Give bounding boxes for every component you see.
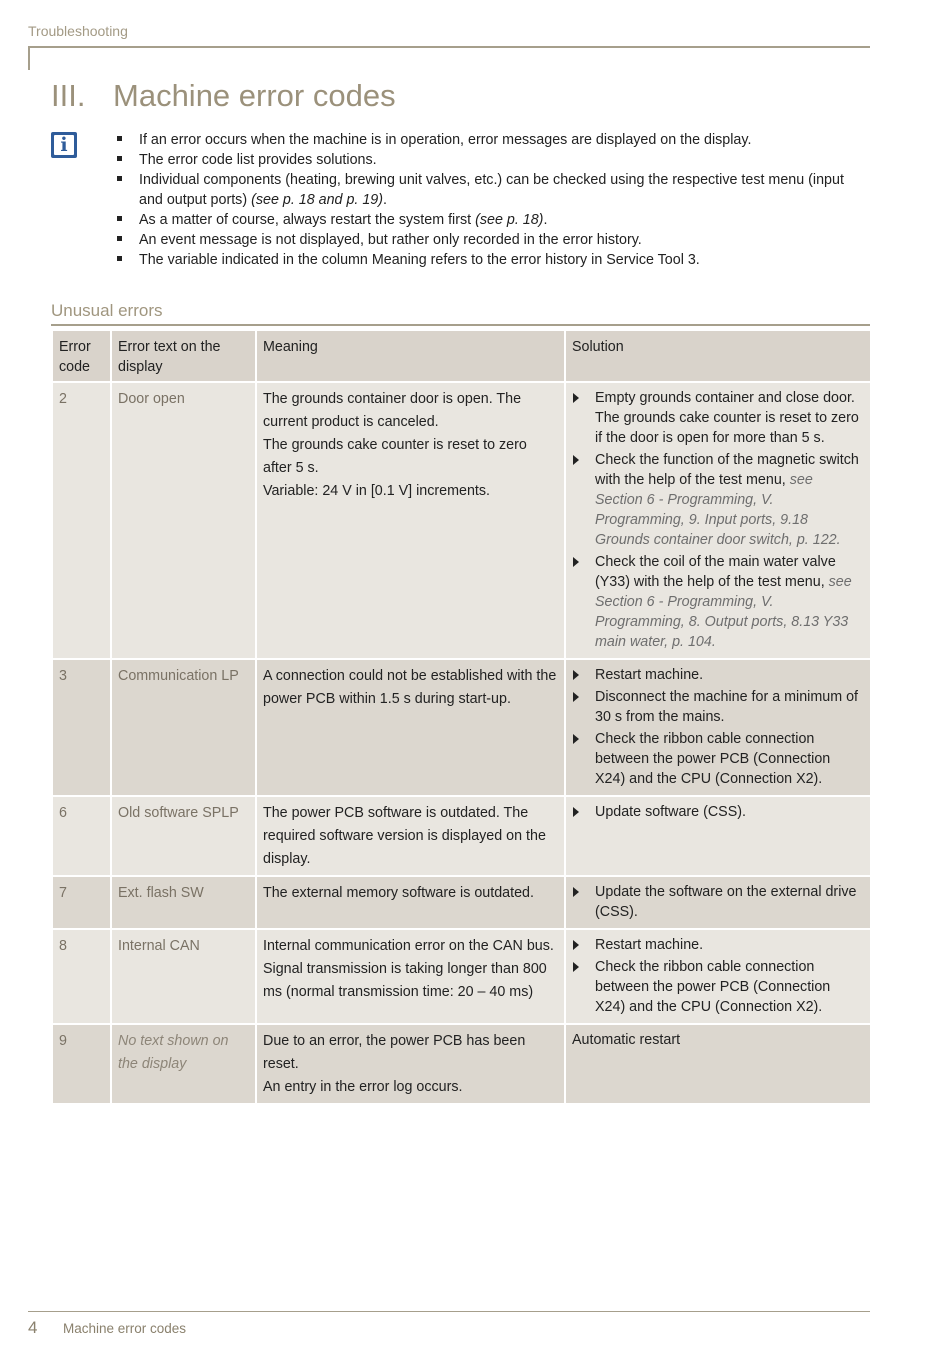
arrow-right-icon (573, 962, 579, 972)
error-text-cell: No text shown on the display (111, 1024, 256, 1104)
bullet-item (117, 130, 867, 150)
meaning-cell (256, 659, 565, 796)
meaning-line: Due to an error, the power PCB has been reset. (263, 1033, 526, 1072)
bullet-item (117, 230, 867, 250)
arrow-right-icon (573, 393, 579, 403)
bullet-tail: . (383, 192, 388, 208)
solution-step-reference: see Section 6 - Programming, V. Programming, 8. Output ports, 8.13 Y33 main water, p. 104. (595, 574, 852, 650)
table-row (52, 876, 871, 929)
solution-step-text: Check the function of the magnetic switch with the help of the test menu, (595, 452, 859, 488)
error-text-cell: Ext. flash SW (111, 876, 256, 929)
bullet-page-reference: (see p. 18 and p. 19) (251, 192, 384, 208)
arrow-right-icon (573, 692, 579, 702)
error-code-cell: 9 (52, 1024, 111, 1104)
solution-step-reference: see Section 6 - Programming, V. Programming, 9. Input ports, 9.18 Grounds container door switch, p. 122. (595, 472, 841, 548)
solution-cell (565, 796, 871, 876)
bullet-item (117, 150, 867, 170)
meaning-cell (256, 929, 565, 1024)
solution-step (572, 450, 864, 550)
bullet-square-icon (117, 256, 122, 261)
info-icon (51, 132, 77, 158)
arrow-right-icon (573, 734, 579, 744)
bullet-text: If an error occurs when the machine is in operation, error messages are displayed on the display. (139, 132, 752, 148)
arrow-right-icon (573, 940, 579, 950)
table-row (52, 382, 871, 659)
meaning-cell (256, 876, 565, 929)
solution-step (572, 687, 864, 727)
solution-step (572, 957, 864, 1017)
meaning-line: Internal communication error on the CAN bus. Signal transmission is taking longer than 800 ms (normal transmission time: 20 – 40 ms) (263, 938, 554, 1000)
bullet-text: The error code list provides solutions. (139, 152, 377, 168)
bullet-item (117, 250, 867, 270)
bullet-page-reference: (see p. 18) (475, 212, 544, 228)
meaning-cell (256, 1024, 565, 1104)
info-bullet-list (117, 130, 867, 270)
arrow-right-icon (573, 557, 579, 567)
arrow-right-icon (573, 887, 579, 897)
solution-step-text: Disconnect the machine for a minimum of 30 s from the mains. (595, 689, 859, 725)
bullet-tail: . (543, 212, 548, 228)
solution-step-text: Update the software on the external drive (CSS). (595, 884, 857, 920)
solution-text: Automatic restart (572, 1032, 681, 1048)
solution-step-text: Check the ribbon cable connection between the power PCB (Connection X24) and the CPU (Connection X2). (595, 731, 831, 787)
table-header-row (52, 330, 871, 382)
solution-step (572, 665, 864, 685)
meaning-cell (256, 796, 565, 876)
solution-cell (565, 1024, 871, 1104)
meaning-cell (256, 382, 565, 659)
meaning-line: The external memory software is outdated. (263, 885, 534, 901)
table-row (52, 1024, 871, 1104)
meaning-line: The grounds container door is open. The current product is canceled. (263, 391, 522, 430)
subsection-title: Unusual errors (51, 301, 163, 320)
info-icon-glyph: i (60, 134, 68, 156)
bullet-square-icon (117, 176, 122, 181)
header-error-code: Error code (52, 330, 111, 382)
header-label: Troubleshooting (28, 23, 128, 39)
header-meaning: Meaning (256, 330, 565, 382)
table-row (52, 929, 871, 1024)
error-code-cell: 6 (52, 796, 111, 876)
solution-step-text: Check the ribbon cable connection between the power PCB (Connection X24) and the CPU (Connection X2). (595, 959, 831, 1015)
solution-step (572, 935, 864, 955)
bullet-item (117, 170, 867, 210)
section-title (51, 78, 396, 114)
solution-step (572, 802, 864, 822)
header-error-text: Error text on the display (111, 330, 256, 382)
arrow-right-icon (573, 807, 579, 817)
subsection-rule (51, 324, 870, 326)
solution-cell (565, 659, 871, 796)
bullet-text: An event message is not displayed, but rather only recorded in the error history. (139, 232, 642, 248)
solution-step-text: Restart machine. (595, 667, 704, 683)
meaning-line: The grounds cake counter is reset to zero after 5 s. (263, 437, 527, 476)
section-number: III. (51, 78, 86, 113)
bullet-text: As a matter of course, always restart the system first (139, 212, 476, 228)
bullet-item (117, 210, 867, 230)
error-code-cell: 8 (52, 929, 111, 1024)
error-code-table (51, 329, 872, 1105)
error-text-cell: Internal CAN (111, 929, 256, 1024)
section-title-text: Machine error codes (113, 78, 396, 113)
meaning-line: An entry in the error log occurs. (263, 1079, 463, 1095)
solution-step (572, 729, 864, 789)
bullet-square-icon (117, 236, 122, 241)
error-code-cell: 3 (52, 659, 111, 796)
error-text-cell: Communication LP (111, 659, 256, 796)
arrow-right-icon (573, 670, 579, 680)
header-tick (28, 46, 30, 70)
solution-step (572, 388, 864, 448)
solution-cell (565, 382, 871, 659)
solution-step (572, 882, 864, 922)
meaning-line: Variable: 24 V in [0.1 V] increments. (263, 483, 491, 499)
solution-step-text: Empty grounds container and close door. The grounds cake counter is reset to zero if the door is open for more than 5 s. (595, 390, 859, 446)
solution-cell (565, 876, 871, 929)
table-row (52, 796, 871, 876)
solution-step-text: Check the coil of the main water valve (Y33) with the help of the test menu, (595, 554, 836, 590)
bullet-square-icon (117, 156, 122, 161)
bullet-square-icon (117, 136, 122, 141)
meaning-line: A connection could not be established with the power PCB within 1.5 s during start-up. (263, 668, 557, 707)
error-text-cell: Old software SPLP (111, 796, 256, 876)
error-code-cell: 7 (52, 876, 111, 929)
bullet-square-icon (117, 216, 122, 221)
footer-title: Machine error codes (63, 1321, 187, 1336)
solution-step (572, 552, 864, 652)
header-solution: Solution (565, 330, 871, 382)
arrow-right-icon (573, 455, 579, 465)
error-text-cell: Door open (111, 382, 256, 659)
error-code-cell: 2 (52, 382, 111, 659)
solution-step-text: Update software (CSS). (595, 804, 746, 820)
info-icon-inner (54, 135, 74, 155)
footer-rule (28, 1311, 870, 1312)
solution-step-text: Restart machine. (595, 937, 704, 953)
bullet-text: Individual components (heating, brewing unit valves, etc.) can be checked using the respective test menu (input and output ports) (139, 172, 844, 208)
header-rule (28, 46, 870, 48)
table-row (52, 659, 871, 796)
solution-cell (565, 929, 871, 1024)
bullet-text: The variable indicated in the column Meaning refers to the error history in Service Tool 3. (139, 252, 700, 268)
footer-page-number: 4 (28, 1318, 38, 1337)
meaning-line: The power PCB software is outdated. The required software version is displayed on the display. (263, 805, 546, 867)
